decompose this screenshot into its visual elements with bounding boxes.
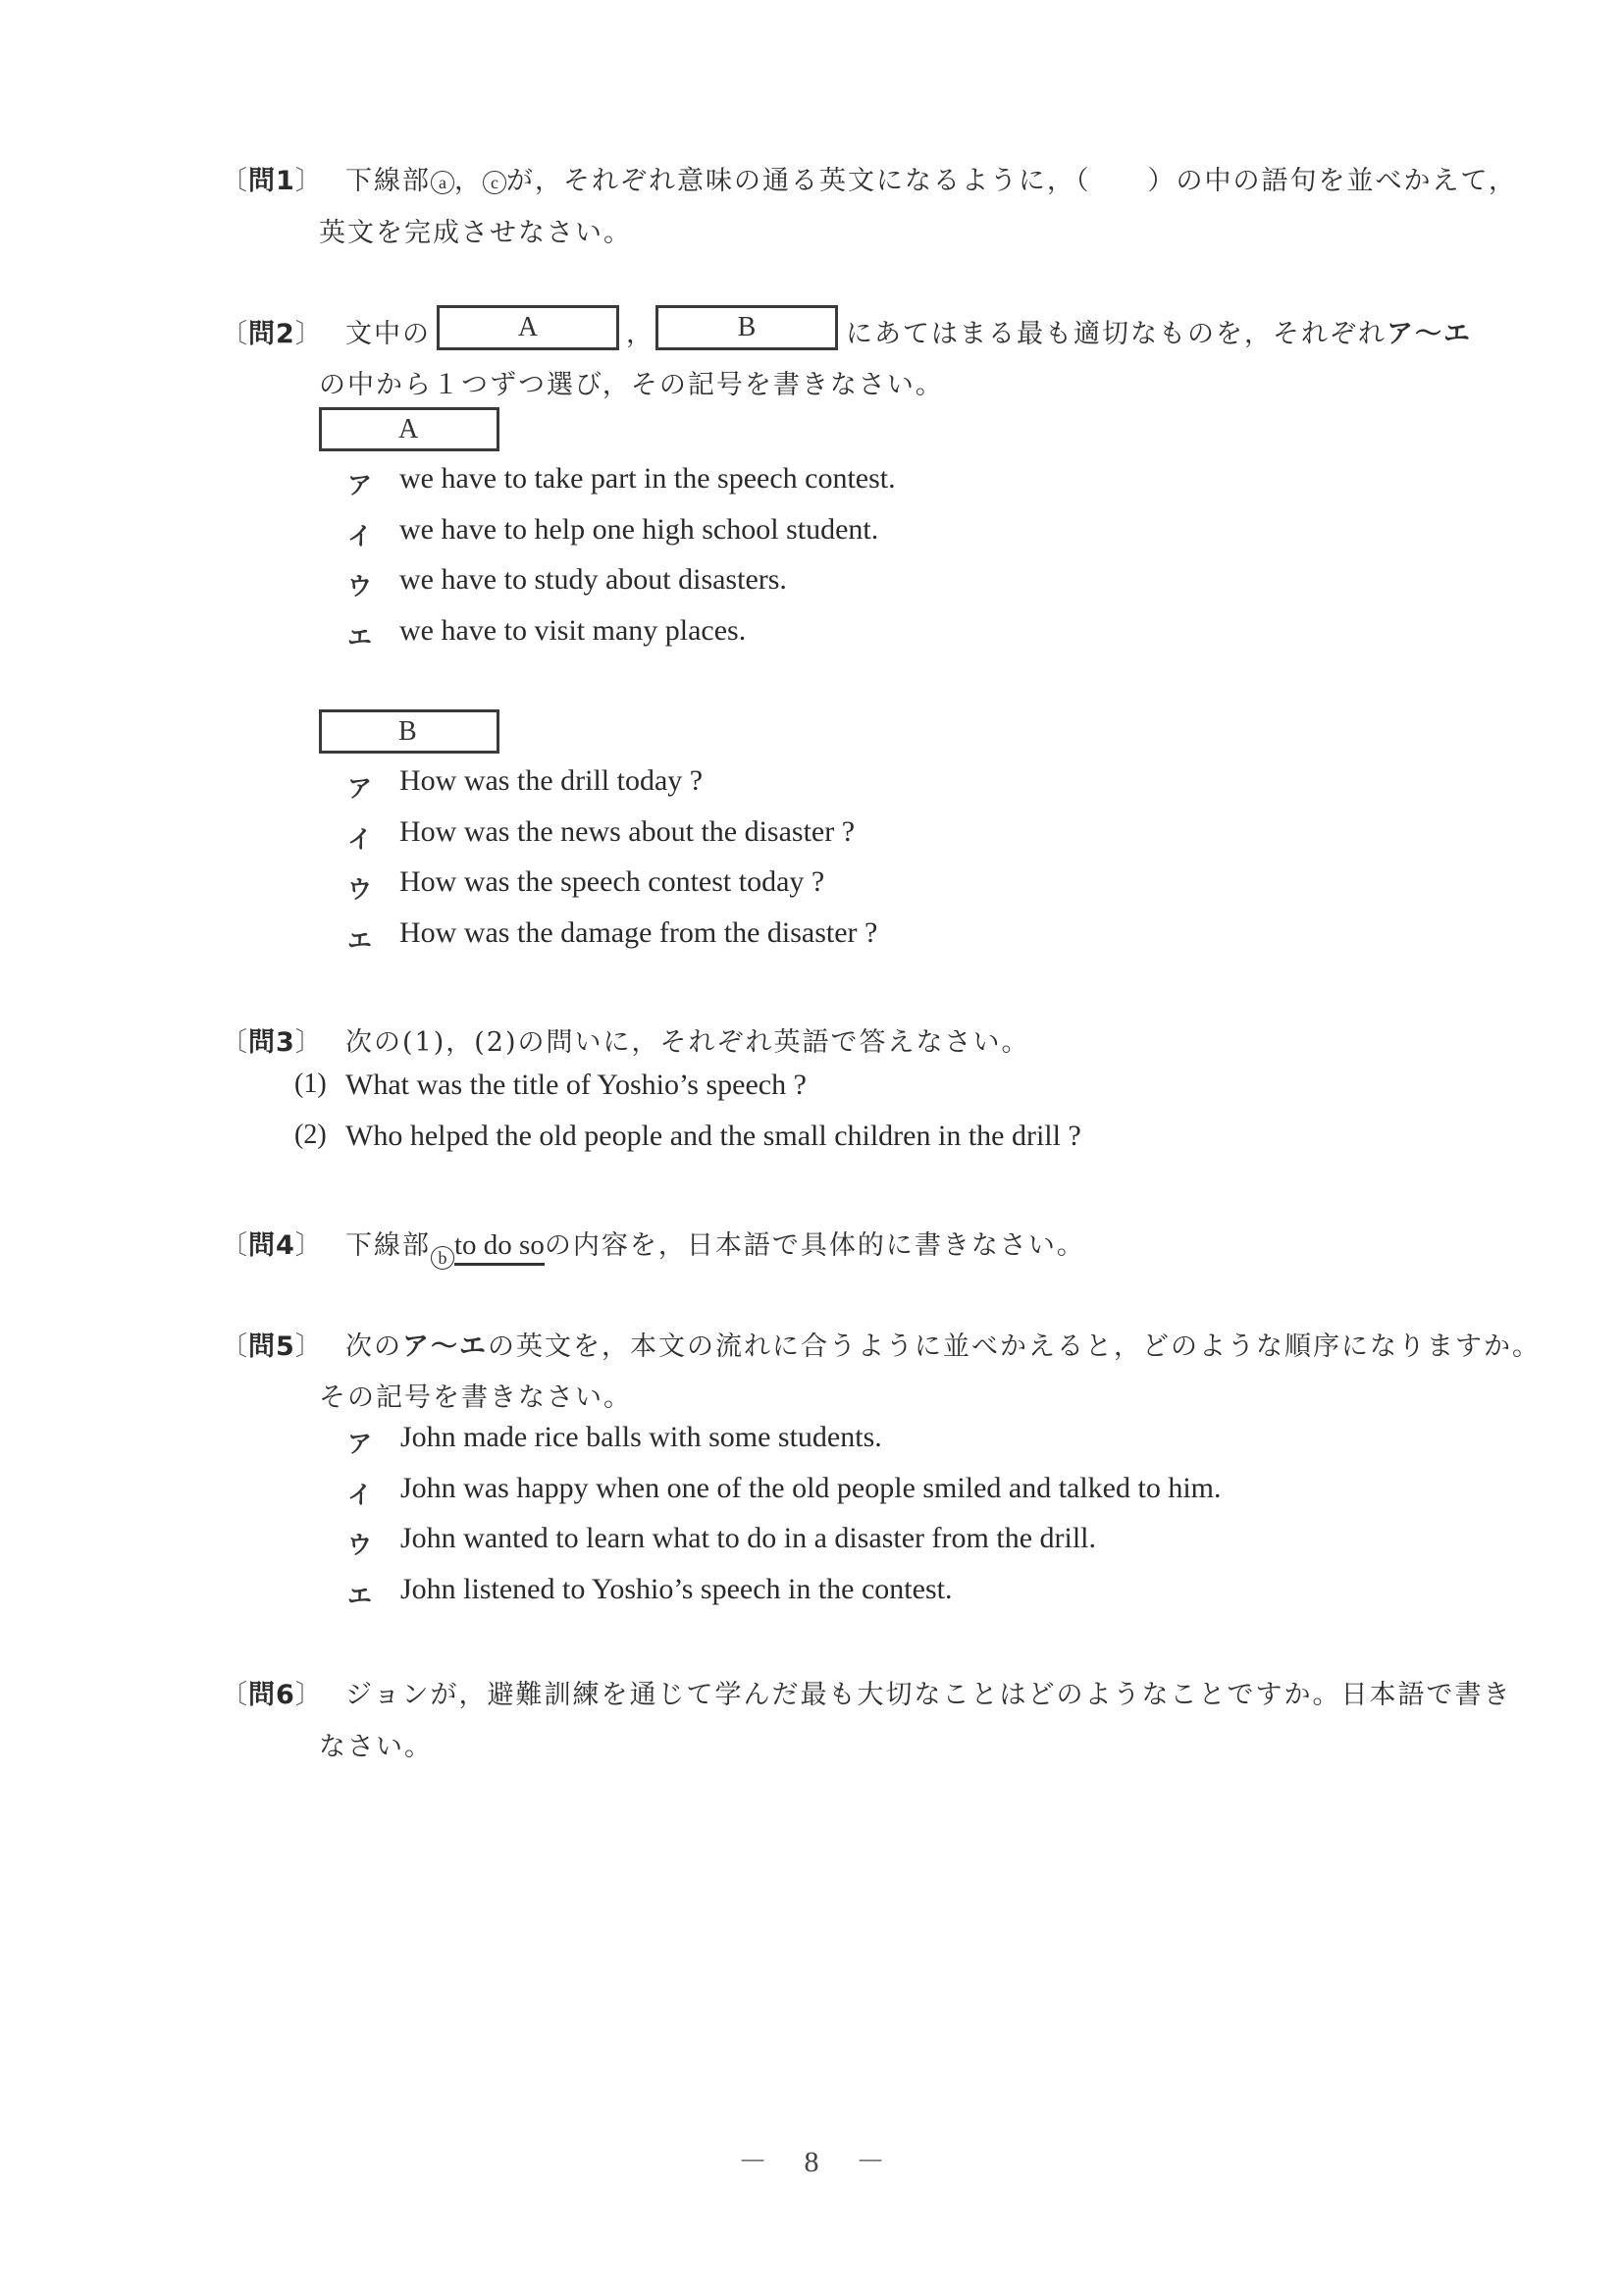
- option-text: John wanted to learn what to do in a disaster from the drill.: [400, 1522, 1096, 1554]
- option-text: John listened to Yoshio’s speech in the contest.: [400, 1573, 953, 1605]
- blank-box-a-header: A: [319, 407, 499, 451]
- blank-box-b-header: B: [319, 709, 499, 754]
- option-mark: イ: [347, 825, 373, 854]
- option-mark: ア: [347, 1430, 373, 1458]
- option-text: John made rice balls with some students.: [400, 1421, 882, 1453]
- dash-right: －: [856, 2146, 885, 2178]
- option-text: we have to take part in the speech contest.: [399, 462, 896, 495]
- question-5-line-1: 次のア〜エの英文を，本文の流れに合うように並べかえると，どのような順序になりますか。: [345, 1331, 1541, 1362]
- option-text: How was the news about the disaster ?: [399, 815, 856, 848]
- sub-question-text: Who helped the old people and the small children in the drill ?: [345, 1120, 1081, 1152]
- question-2-prefix: 文中の: [345, 319, 431, 349]
- question-5-label: 〔問5〕: [221, 1331, 323, 1362]
- question-6-line-1: ジョンが，避難訓練を通じて学んだ最も大切なことはどのようなことですか。日本語で書き: [345, 1680, 1512, 1710]
- option-mark: エ: [347, 1582, 373, 1610]
- option-mark: ウ: [347, 1531, 373, 1559]
- question-2-line-2: の中から１つずつ選び，その記号を書きなさい。: [319, 370, 944, 400]
- blank-box-b-inline: B: [655, 305, 838, 350]
- option-text: we have to visit many places.: [399, 614, 747, 647]
- option-text: we have to help one high school student.: [399, 513, 879, 546]
- option-mark: イ: [347, 1481, 373, 1509]
- sub-question-text: What was the title of Yoshio’s speech ?: [345, 1069, 807, 1101]
- page-number-value: 8: [804, 2146, 819, 2178]
- option-text: How was the speech contest today ?: [399, 865, 825, 898]
- option-text: How was the drill today ?: [399, 764, 704, 797]
- option-mark: イ: [347, 522, 373, 550]
- question-1-label: 〔問1〕: [221, 166, 323, 196]
- question-2-label: 〔問2〕: [221, 319, 323, 349]
- option-mark: ウ: [347, 875, 373, 904]
- question-4-text: 下線部 b to do soの内容を，日本語で具体的に書きなさい。: [345, 1229, 1085, 1268]
- sub-question-number: (2): [294, 1120, 327, 1150]
- option-mark: ア: [347, 471, 373, 499]
- question-6-label: 〔問6〕: [221, 1680, 323, 1710]
- question-4-label: 〔問4〕: [221, 1230, 323, 1261]
- question-3-label: 〔問3〕: [221, 1027, 323, 1058]
- question-3-instruction: 次の(1)，(2)の問いに，それぞれ英語で答えなさい。: [345, 1027, 1030, 1058]
- blank-box-a-inline: A: [437, 305, 619, 350]
- option-text: John was happy when one of the old people smiled and talked to him.: [400, 1472, 1222, 1504]
- option-mark: ア: [347, 774, 373, 803]
- question-2-line-1-suffix: にあてはまる最も適切なものを，それぞれア〜エ: [846, 319, 1472, 349]
- question-5-line-2: その記号を書きなさい。: [319, 1383, 632, 1413]
- underlined-phrase: to do so: [454, 1229, 545, 1266]
- dash-left: －: [738, 2146, 767, 2178]
- option-mark: エ: [347, 926, 373, 955]
- circled-mark-a: a: [431, 171, 454, 194]
- question-6-line-2: なさい。: [319, 1732, 433, 1762]
- option-text: How was the damage from the disaster ?: [399, 916, 878, 949]
- comma: ，: [626, 319, 654, 349]
- option-mark: ウ: [347, 572, 373, 600]
- option-text: we have to study about disasters.: [399, 563, 787, 596]
- option-mark: エ: [347, 623, 373, 652]
- circled-mark-c: c: [483, 171, 506, 194]
- question-1-line-2: 英文を完成させなさい。: [319, 218, 632, 248]
- page-number: [0, 2137, 1623, 2180]
- question-1-line-1: 下線部 a ， c が，それぞれ意味の通る英文になるように，（ ）の中の語句を並べかえて，: [345, 166, 1517, 196]
- circled-mark-b: b: [431, 1246, 454, 1270]
- sub-question-number: (1): [294, 1069, 327, 1099]
